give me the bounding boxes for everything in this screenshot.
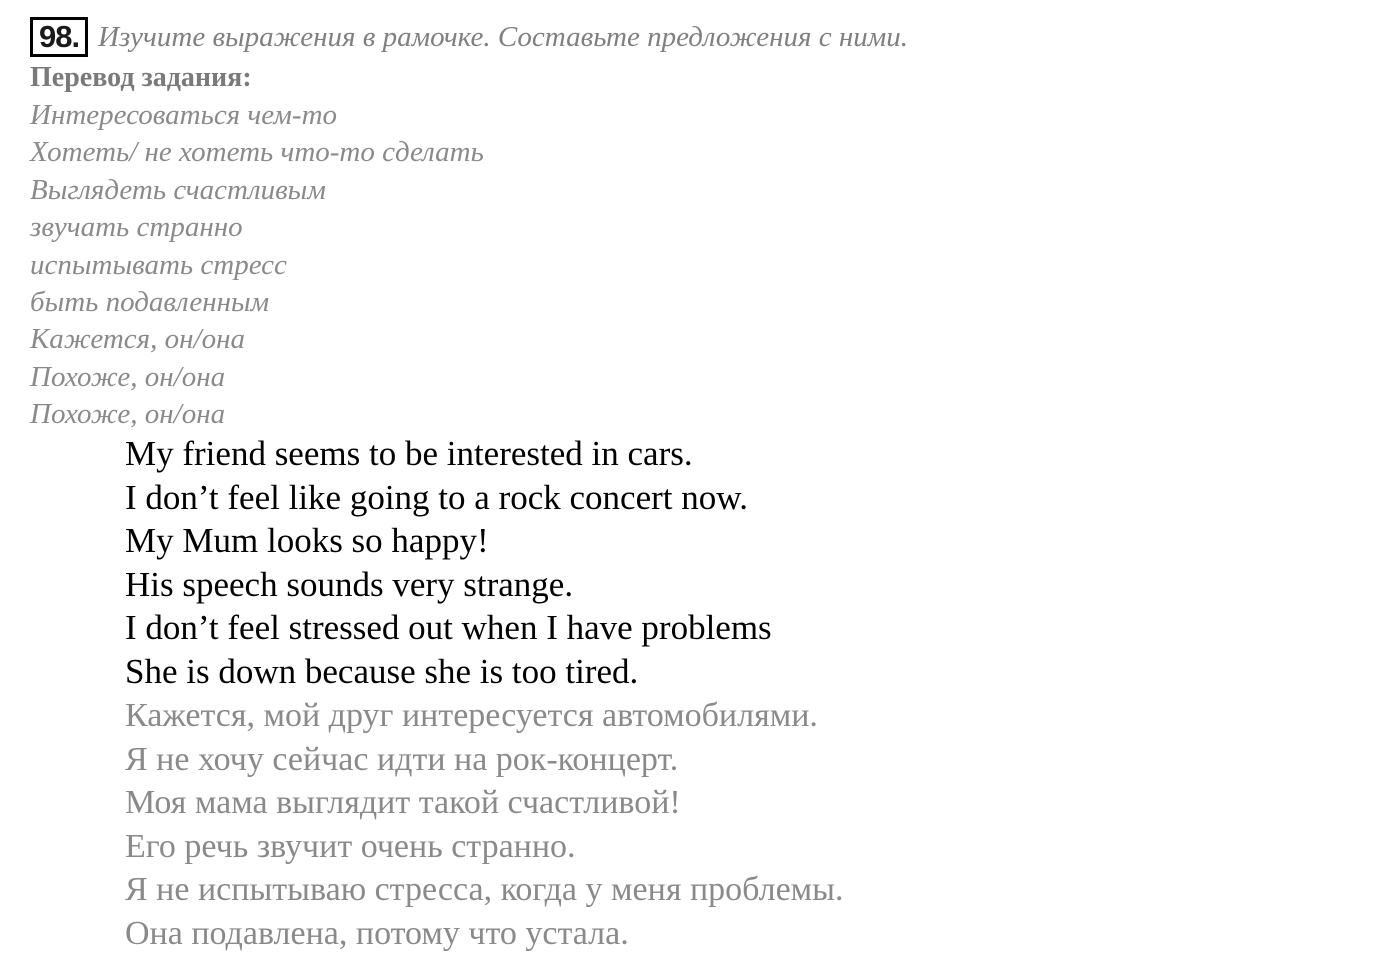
english-sentence: I don’t feel like going to a rock concert now. — [125, 477, 748, 517]
task-instruction: Изучите выражения в рамочке. Составьте предложения с ними. — [98, 20, 909, 53]
english-sentence: His speech sounds very strange. — [125, 564, 574, 604]
phrase-item: звучать странно — [30, 211, 243, 244]
english-sentence: My Mum looks so happy! — [125, 521, 489, 561]
phrase-item: Интересоваться чем-то — [30, 99, 338, 131]
phrase-item: быть подавленным — [30, 286, 270, 319]
russian-sentence: Его речь звучит очень странно. — [125, 827, 576, 865]
phrase-item: Похоже, он/она — [30, 360, 226, 393]
phrase-item: Хотеть/ не хотеть что-то сделать — [30, 136, 484, 169]
russian-sentence: Я не испытываю стресса, когда у меня проблемы. — [125, 871, 844, 909]
phrase-item: испытывать стресс — [30, 248, 287, 281]
phrase-item: Похоже, он/она — [30, 398, 226, 431]
english-sentence: She is down because she is too tired. — [125, 651, 639, 691]
english-sentence-list — [125, 432, 772, 694]
russian-sentence: Я не хочу сейчас идти на рок-концерт. — [125, 740, 679, 778]
russian-sentence-list — [125, 694, 844, 956]
phrase-item: Выглядеть счастливым — [30, 173, 326, 206]
russian-sentence: Кажется, мой друг интересуется автомобилями. — [125, 697, 818, 734]
phrase-list — [30, 97, 484, 434]
task-number-box: 98. — [30, 17, 88, 57]
english-sentence: I don’t feel stressed out when I have problems — [125, 608, 772, 648]
task-header — [30, 16, 908, 58]
english-sentence: My friend seems to be interested in cars. — [125, 434, 693, 473]
phrase-item: Кажется, он/она — [30, 323, 245, 356]
russian-sentence: Она подавлена, потому что устала. — [125, 914, 629, 952]
translation-heading: Перевод задания: — [30, 62, 252, 93]
russian-sentence: Моя мама выглядит такой счастливой! — [125, 784, 681, 822]
